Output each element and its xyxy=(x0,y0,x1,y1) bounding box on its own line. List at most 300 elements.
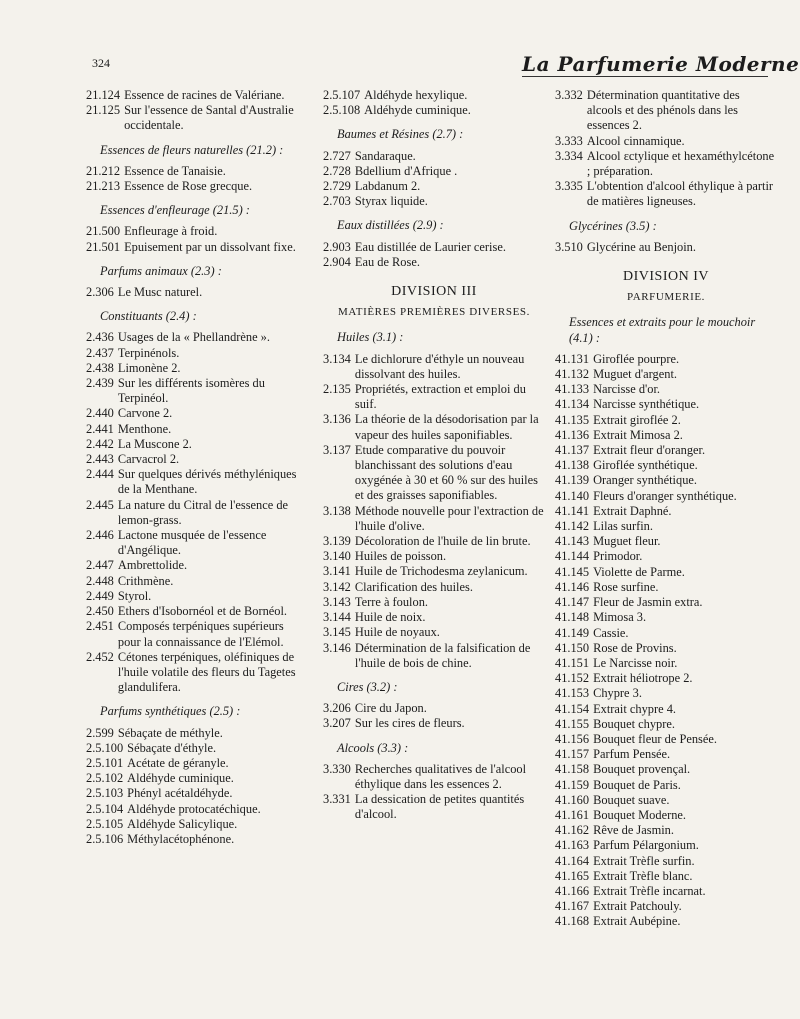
entry-number: 41.156 xyxy=(555,731,590,746)
entry-number: 3.137 xyxy=(323,442,351,457)
index-entry xyxy=(86,467,308,497)
entry-number: 3.139 xyxy=(323,534,351,549)
index-entry xyxy=(86,285,308,300)
entry-title: Etude comparative du pouvoir blanchissant des solutions d'eau oxygénée à 30 et 60 % sur des huiles et des graisses saponifiables. xyxy=(354,442,538,503)
entry-number: 2.448 xyxy=(86,573,114,588)
index-entry xyxy=(555,869,777,884)
entry-title: Le dichlorure d'éthyle un nouveau dissolvant des huiles. xyxy=(354,351,525,381)
section-heading: Eaux distillées (2.9) : xyxy=(337,218,444,233)
entry-title: Essence de Rose grecque. xyxy=(124,179,253,194)
entry-title: Ethers d'Isobornéol et de Bornéol. xyxy=(117,604,288,619)
index-entry xyxy=(555,626,777,641)
entry-number: 3.146 xyxy=(323,640,351,655)
index-entry xyxy=(555,732,777,747)
entry-title: Bouquet fleur de Pensée. xyxy=(593,731,717,746)
index-entry xyxy=(555,595,777,610)
section-heading: Alcools (3.3) : xyxy=(337,740,409,755)
index-entry xyxy=(86,786,308,801)
entry-title: Parfum Pélargonium. xyxy=(593,838,699,853)
entry-number: 21.501 xyxy=(86,239,121,254)
entry-title: Parfum Pensée. xyxy=(593,747,671,762)
entry-title: Extrait giroflée 2. xyxy=(593,412,681,427)
entry-title: Terpinénols. xyxy=(117,345,180,360)
entry-number: 2.437 xyxy=(86,345,114,360)
entry-number: 3.333 xyxy=(555,133,583,148)
index-entry xyxy=(86,88,308,103)
entry-number: 2.436 xyxy=(86,330,114,345)
entry-title: Cétones terpéniques, oléfiniques de l'huile volatile des fleurs du Tagetes glandulifera. xyxy=(117,649,296,695)
division-subtitle: MATIÈRES PREMIÈRES DIVERSES. xyxy=(338,306,530,319)
entry-number: 2.135 xyxy=(323,382,351,397)
entry-title: Méthode nouvelle pour l'extraction de l'huile d'olive. xyxy=(354,503,544,533)
entry-title: Ambrettolide. xyxy=(117,558,188,573)
index-entry xyxy=(323,443,545,504)
entry-number: 2.703 xyxy=(323,194,351,209)
index-entry xyxy=(86,771,308,786)
entry-number: 41.134 xyxy=(555,397,590,412)
entry-number: 3.207 xyxy=(323,716,351,731)
entry-number: 2.447 xyxy=(86,558,114,573)
index-entry xyxy=(323,149,545,164)
entry-number: 2.5.108 xyxy=(323,103,361,118)
entry-title: Essence de racines de Valériane. xyxy=(124,88,285,102)
entry-title: Epuisement par un dissolvant fixe. xyxy=(124,239,296,254)
entry-number: 3.145 xyxy=(323,625,351,640)
index-entry xyxy=(555,179,777,209)
entry-title: Extrait Aubépine. xyxy=(593,914,681,929)
entry-number: 21.124 xyxy=(86,88,121,102)
entry-number: 2.438 xyxy=(86,360,114,375)
index-entry xyxy=(555,641,777,656)
index-entry xyxy=(86,832,308,847)
entry-number: 21.500 xyxy=(86,224,121,239)
entry-number: 41.133 xyxy=(555,382,590,397)
entry-number: 2.5.103 xyxy=(86,786,124,801)
entry-number: 41.135 xyxy=(555,412,590,427)
entry-number: 41.166 xyxy=(555,883,590,898)
index-entry xyxy=(86,498,308,528)
index-entry xyxy=(86,406,308,421)
entry-title: La théorie de la désodorisation par la vapeur des huiles saponifiables. xyxy=(354,412,539,442)
entry-title: Cassie. xyxy=(593,625,629,640)
entry-number: 41.145 xyxy=(555,564,590,579)
entry-title: Menthone. xyxy=(117,421,172,436)
entry-number: 3.332 xyxy=(555,88,583,102)
entry-number: 2.450 xyxy=(86,604,114,619)
entry-number: 41.149 xyxy=(555,625,590,640)
entry-number: 41.140 xyxy=(555,488,590,503)
section-heading: Glycérines (3.5) : xyxy=(569,218,657,233)
index-entry xyxy=(323,625,545,640)
index-entry xyxy=(323,382,545,412)
entry-title: Extrait Trèfle surfin. xyxy=(593,853,695,868)
entry-title: Muguet fleur. xyxy=(593,534,661,549)
index-entry xyxy=(323,610,545,625)
entry-number: 41.164 xyxy=(555,853,590,868)
index-entry xyxy=(555,823,777,838)
index-entry xyxy=(555,686,777,701)
division-heading: DIVISION III xyxy=(391,284,477,300)
entry-title: Eau distillée de Laurier cerise. xyxy=(354,239,506,254)
section-heading: Essences et extraits pour le mouchoir (4.1) : xyxy=(569,315,756,345)
entry-title: Bouquet de Paris. xyxy=(593,777,681,792)
entry-title: Huile de Trichodesma zeylanicum. xyxy=(354,564,528,579)
journal-title: La Parfumerie Moderne xyxy=(522,52,800,76)
entry-title: Sur l'essence de Santal d'Australie occidentale. xyxy=(124,103,294,133)
entry-title: Huile de noix. xyxy=(354,610,426,625)
column-1 xyxy=(86,88,308,847)
entry-title: Essence de Tanaisie. xyxy=(124,163,226,178)
entry-title: Extrait Patchouly. xyxy=(593,899,682,914)
index-entry xyxy=(555,534,777,549)
entry-number: 41.157 xyxy=(555,747,590,762)
entry-title: Rose de Provins. xyxy=(593,640,677,655)
index-entry xyxy=(555,914,777,929)
entry-title: La dessication de petites quantités d'alcool. xyxy=(354,792,525,822)
entry-number: 41.131 xyxy=(555,351,590,366)
title-rule xyxy=(522,76,768,77)
entry-number: 2.451 xyxy=(86,619,114,634)
entry-number: 41.147 xyxy=(555,595,590,610)
entry-title: Carvacrol 2. xyxy=(117,452,180,467)
index-entry xyxy=(86,346,308,361)
index-entry xyxy=(323,164,545,179)
index-entry xyxy=(555,899,777,914)
entry-title: Lactone musquée de l'essence d'Angélique. xyxy=(117,528,267,558)
entry-title: Propriétés, extraction et emploi du suif. xyxy=(354,382,526,412)
entry-number: 41.163 xyxy=(555,838,590,853)
entry-title: L'obtention d'alcool éthylique à partir de matières ligneuses. xyxy=(586,179,774,209)
index-entry xyxy=(86,528,308,558)
index-entry xyxy=(555,656,777,671)
index-entry xyxy=(323,595,545,610)
entry-title: Sur quelques dérivés méthyléniques de la Menthane. xyxy=(117,467,297,497)
entry-title: Clarification des huiles. xyxy=(354,579,473,594)
entry-number: 41.154 xyxy=(555,701,590,716)
entry-number: 2.440 xyxy=(86,406,114,421)
entry-title: Sur les différents isomères du Terpinéol. xyxy=(117,376,265,406)
entry-title: Alcool cinnamique. xyxy=(586,133,685,148)
index-entry xyxy=(323,194,545,209)
entry-title: Aldéhyde protocatéchique. xyxy=(127,801,261,816)
entry-title: Rêve de Jasmin. xyxy=(593,823,674,838)
entry-number: 2.445 xyxy=(86,497,114,512)
entry-title: Détermination de la falsification de l'huile de bois de chine. xyxy=(354,640,531,670)
entry-number: 41.160 xyxy=(555,792,590,807)
index-entry xyxy=(323,792,545,822)
entry-title: Violette de Parme. xyxy=(593,564,685,579)
entry-number: 41.167 xyxy=(555,899,590,914)
index-entry xyxy=(555,702,777,717)
entry-title: Sébaçate d'éthyle. xyxy=(127,740,217,755)
section-heading: Constituants (2.4) : xyxy=(100,309,197,324)
entry-title: Extrait Trèfle blanc. xyxy=(593,868,693,883)
entry-number: 41.168 xyxy=(555,914,590,929)
index-entry xyxy=(555,88,777,134)
entry-number: 21.213 xyxy=(86,179,121,194)
entry-title: Giroflée synthétique. xyxy=(593,458,698,473)
index-entry xyxy=(555,580,777,595)
entry-title: Crithmène. xyxy=(117,573,174,588)
entry-title: Mimosa 3. xyxy=(593,610,647,625)
entry-title: Eau de Rose. xyxy=(354,254,420,269)
index-entry xyxy=(86,179,308,194)
entry-title: Huile de noyaux. xyxy=(354,625,440,640)
index-entry xyxy=(86,726,308,741)
index-entry xyxy=(323,580,545,595)
entry-title: Styrax liquide. xyxy=(354,194,428,209)
entry-number: 2.442 xyxy=(86,436,114,451)
index-entry xyxy=(555,778,777,793)
index-entry xyxy=(323,240,545,255)
entry-title: Composés terpéniques supérieurs pour la connaissance de l'Elémol. xyxy=(117,619,284,649)
index-entry xyxy=(555,149,777,179)
column-2 xyxy=(323,88,545,823)
index-entry xyxy=(555,397,777,412)
index-entry xyxy=(555,382,777,397)
page-number: 324 xyxy=(92,56,110,70)
entry-title: Fleur de Jasmin extra. xyxy=(593,595,703,610)
entry-title: Limonène 2. xyxy=(117,360,181,375)
section-heading: Essences de fleurs naturelles (21.2) : xyxy=(100,142,284,157)
entry-number: 2.443 xyxy=(86,452,114,467)
entry-number: 3.142 xyxy=(323,579,351,594)
entry-number: 2.729 xyxy=(323,179,351,194)
division-subtitle: PARFUMERIE. xyxy=(626,291,706,304)
index-entry xyxy=(555,352,777,367)
index-entry xyxy=(86,164,308,179)
entry-number: 3.144 xyxy=(323,610,351,625)
index-entry xyxy=(555,793,777,808)
index-entry xyxy=(555,549,777,564)
index-entry xyxy=(86,817,308,832)
entry-number: 41.162 xyxy=(555,823,590,838)
entry-title: Primodor. xyxy=(593,549,643,564)
entry-number: 3.331 xyxy=(323,792,351,807)
entry-number: 2.306 xyxy=(86,285,114,300)
index-entry xyxy=(86,422,308,437)
entry-title: Sébaçate de méthyle. xyxy=(117,725,223,740)
entry-number: 41.158 xyxy=(555,762,590,777)
entry-title: Phényl acétaldéhyde. xyxy=(127,786,233,801)
entry-title: Fleurs d'oranger synthétique. xyxy=(593,488,737,503)
entry-title: Enfleurage à froid. xyxy=(124,224,218,239)
index-entry xyxy=(555,428,777,443)
entry-number: 2.452 xyxy=(86,649,114,664)
index-entry xyxy=(555,854,777,869)
entry-title: Acétate de géranyle. xyxy=(127,755,229,770)
entry-title: Aldéhyde cuminique. xyxy=(364,103,471,118)
entry-title: Extrait Trèfle incarnat. xyxy=(593,883,706,898)
entry-number: 41.136 xyxy=(555,427,590,442)
entry-number: 3.334 xyxy=(555,148,583,163)
entry-number: 41.150 xyxy=(555,640,590,655)
entry-title: Le Narcisse noir. xyxy=(593,655,678,670)
entry-number: 21.212 xyxy=(86,163,121,178)
entry-number: 41.161 xyxy=(555,807,590,822)
index-entry xyxy=(323,412,545,442)
index-entry xyxy=(323,641,545,671)
entry-number: 41.138 xyxy=(555,458,590,473)
index-entry xyxy=(86,741,308,756)
entry-title: Labdanum 2. xyxy=(354,179,421,194)
entry-number: 41.144 xyxy=(555,549,590,564)
index-entry xyxy=(86,589,308,604)
index-entry xyxy=(555,610,777,625)
index-entry xyxy=(555,565,777,580)
entry-title: Bdellium d'Afrique . xyxy=(354,163,458,178)
entry-number: 41.155 xyxy=(555,716,590,731)
index-entry xyxy=(323,179,545,194)
entry-title: Terre à foulon. xyxy=(354,594,428,609)
entry-title: Glycérine au Benjoin. xyxy=(586,239,696,254)
index-entry xyxy=(323,701,545,716)
index-entry xyxy=(86,224,308,239)
entry-title: Méthylacétophénone. xyxy=(127,831,235,846)
entry-title: La nature du Citral de l'essence de lemon-grass. xyxy=(117,497,289,527)
entry-title: Rose surfine. xyxy=(593,579,659,594)
entry-number: 3.330 xyxy=(323,761,351,776)
entry-number: 2.441 xyxy=(86,421,114,436)
entry-number: 2.444 xyxy=(86,467,114,482)
entry-title: Bouquet Moderne. xyxy=(593,807,686,822)
entry-number: 2.449 xyxy=(86,588,114,603)
entry-number: 2.446 xyxy=(86,528,114,543)
entry-title: Cire du Japon. xyxy=(354,701,427,716)
entry-number: 2.728 xyxy=(323,163,351,178)
entry-title: Décoloration de l'huile de lin brute. xyxy=(354,534,531,549)
index-entry xyxy=(555,413,777,428)
index-entry xyxy=(323,504,545,534)
entry-title: Alcool ɛctylique et hexaméthylcétone ; préparation. xyxy=(586,148,775,179)
entry-number: 41.143 xyxy=(555,534,590,549)
entry-number: 2.5.106 xyxy=(86,831,124,846)
entry-number: 41.132 xyxy=(555,367,590,382)
entry-title: Muguet d'argent. xyxy=(593,367,677,382)
index-entry xyxy=(555,504,777,519)
entry-title: Extrait héliotrope 2. xyxy=(593,671,693,686)
entry-number: 41.141 xyxy=(555,503,590,518)
entry-title: Oranger synthétique. xyxy=(593,473,697,488)
index-entry xyxy=(86,452,308,467)
index-entry xyxy=(323,255,545,270)
index-entry xyxy=(86,437,308,452)
column-3 xyxy=(555,88,777,930)
index-entry xyxy=(555,884,777,899)
entry-title: Narcisse synthétique. xyxy=(593,397,700,412)
entry-number: 41.137 xyxy=(555,443,590,458)
entry-number: 2.5.102 xyxy=(86,771,124,786)
entry-title: Lilas surfin. xyxy=(593,519,653,534)
index-entry xyxy=(323,352,545,382)
index-entry xyxy=(323,534,545,549)
index-entry xyxy=(555,838,777,853)
entry-title: Chypre 3. xyxy=(593,686,642,701)
index-entry xyxy=(86,619,308,649)
entry-title: Styrol. xyxy=(117,588,152,603)
index-entry xyxy=(555,747,777,762)
index-entry xyxy=(86,574,308,589)
entry-number: 3.140 xyxy=(323,549,351,564)
entry-number: 41.139 xyxy=(555,473,590,488)
entry-number: 3.206 xyxy=(323,701,351,716)
index-entry xyxy=(555,473,777,488)
entry-number: 3.141 xyxy=(323,564,351,579)
index-entry xyxy=(323,564,545,579)
entry-title: Huiles de poisson. xyxy=(354,549,447,564)
entry-title: Aldéhyde hexylique. xyxy=(364,88,468,102)
entry-number: 2.439 xyxy=(86,376,114,391)
entry-number: 2.5.107 xyxy=(323,88,361,102)
entry-title: Narcisse d'or. xyxy=(593,382,660,397)
entry-number: 2.599 xyxy=(86,725,114,740)
index-entry xyxy=(555,458,777,473)
entry-title: Giroflée pourpre. xyxy=(593,351,680,366)
index-entry xyxy=(555,489,777,504)
entry-number: 2.903 xyxy=(323,239,351,254)
entry-number: 3.136 xyxy=(323,412,351,427)
index-entry xyxy=(555,808,777,823)
index-entry xyxy=(86,376,308,406)
section-heading: Baumes et Résines (2.7) : xyxy=(337,127,464,142)
entry-number: 3.134 xyxy=(323,351,351,366)
section-heading: Cires (3.2) : xyxy=(337,679,398,694)
index-entry xyxy=(555,519,777,534)
entry-number: 21.125 xyxy=(86,103,121,118)
index-entry xyxy=(323,762,545,792)
entry-number: 3.143 xyxy=(323,594,351,609)
entry-title: Extrait fleur d'oranger. xyxy=(593,443,706,458)
index-entry xyxy=(86,103,308,133)
entry-number: 2.5.105 xyxy=(86,816,124,831)
index-entry xyxy=(323,716,545,731)
entry-title: Sur les cires de fleurs. xyxy=(354,716,465,731)
index-entry xyxy=(555,367,777,382)
entry-title: La Muscone 2. xyxy=(117,436,192,451)
entry-number: 3.335 xyxy=(555,179,583,194)
index-entry xyxy=(86,604,308,619)
entry-title: Aldéhyde Salicylique. xyxy=(127,816,238,831)
entry-number: 2.5.104 xyxy=(86,801,124,816)
entry-number: 41.152 xyxy=(555,671,590,686)
entry-number: 41.148 xyxy=(555,610,590,625)
index-entry xyxy=(86,558,308,573)
entry-title: Extrait Mimosa 2. xyxy=(593,427,683,442)
index-entry xyxy=(323,103,545,118)
index-entry xyxy=(86,650,308,696)
section-heading: Huiles (3.1) : xyxy=(337,330,404,345)
entry-number: 41.153 xyxy=(555,686,590,701)
index-entry xyxy=(555,443,777,458)
entry-number: 41.146 xyxy=(555,579,590,594)
index-entry xyxy=(86,802,308,817)
index-entry xyxy=(86,240,308,255)
entry-title: Aldéhyde cuminique. xyxy=(127,771,234,786)
entry-number: 41.151 xyxy=(555,655,590,670)
index-entry xyxy=(555,240,777,255)
division-heading: DIVISION IV xyxy=(623,269,709,285)
entry-number: 2.5.100 xyxy=(86,740,124,755)
index-entry xyxy=(555,762,777,777)
entry-title: Extrait chypre 4. xyxy=(593,701,676,716)
entry-title: Carvone 2. xyxy=(117,406,173,421)
index-entry xyxy=(555,671,777,686)
index-entry xyxy=(86,330,308,345)
entry-number: 2.5.101 xyxy=(86,755,124,770)
entry-number: 41.165 xyxy=(555,868,590,883)
index-entry xyxy=(86,361,308,376)
entry-number: 3.510 xyxy=(555,239,583,254)
